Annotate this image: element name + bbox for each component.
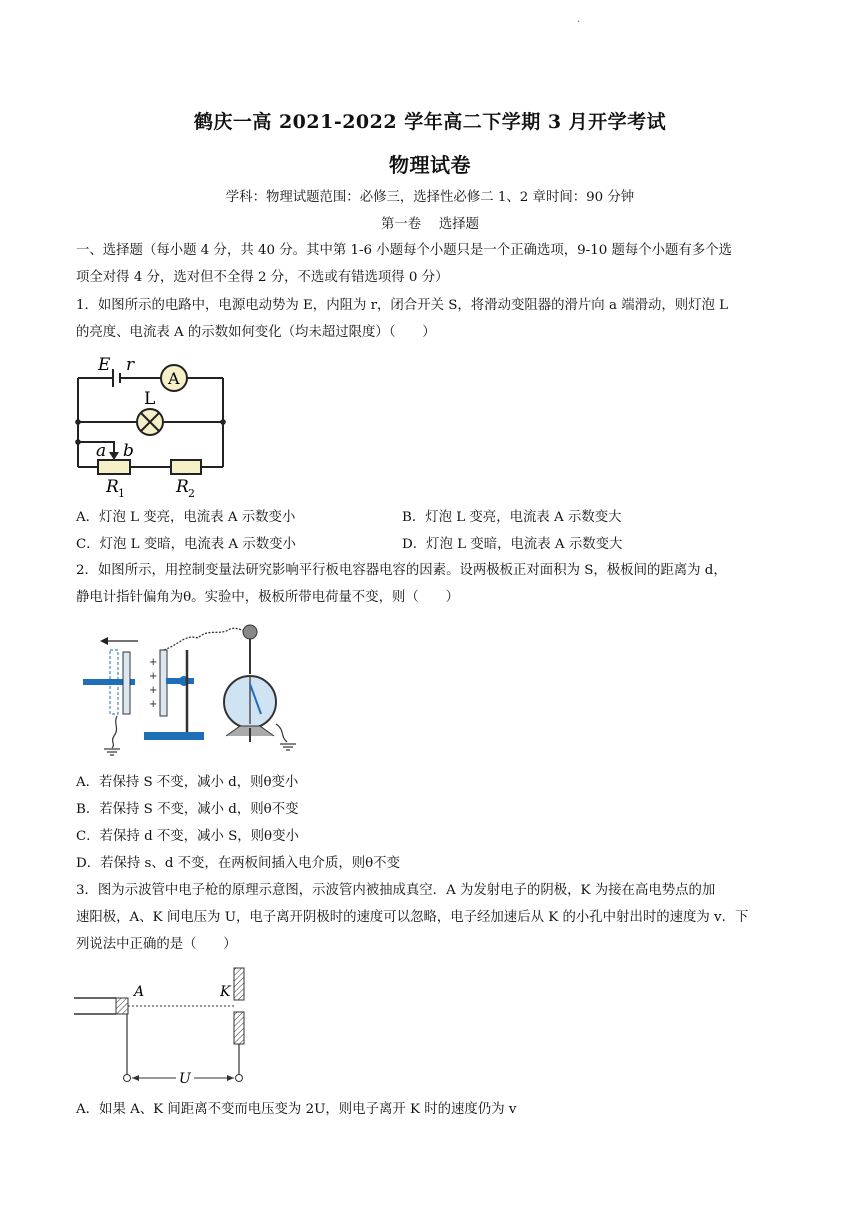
svg-text:+: + — [149, 685, 158, 696]
q2-option-d: D．若保持 s、d 不变，在两板间插入电介质，则θ不变 — [76, 856, 400, 871]
q1-option-c: C．灯泡 L 变暗，电流表 A 示数变小 — [76, 537, 296, 552]
svg-text:+: + — [149, 671, 158, 682]
exam-title: 鹤庆一高 2021-2022 学年高二下学期 3 月开学考试 — [193, 111, 667, 133]
label-ammeter: A — [168, 369, 180, 388]
label-cathode-A: A — [134, 984, 145, 1000]
exam-subtitle: 物理试卷 — [389, 153, 471, 177]
svg-text:+: + — [149, 699, 158, 710]
q2-option-a: A．若保持 S 不变，减小 d，则θ变小 — [76, 775, 299, 790]
q2-option-b: B．若保持 S 不变，减小 d，则θ不变 — [76, 802, 299, 817]
section-instructions-line-2: 项全对得 4 分，选对但不全得 2 分，不选或有错选项得 0 分） — [76, 270, 449, 285]
q3-stem-line-2: 速阳极，A、K 间电压为 U，电子离开阴极时的速度可以忽略，电子经加速后从 K 的小孔中射出时的速度为 v．下 — [76, 910, 749, 925]
label-lamp: L — [144, 389, 156, 409]
exam-info: 学科：物理试题范围：必修三，选择性必修二 1、2 章时间：90 分钟 — [225, 190, 635, 205]
label-R2: R — [176, 477, 189, 497]
label-a: a — [96, 441, 107, 461]
q2-capacitor-electroscope-diagram — [80, 624, 310, 764]
label-voltage-U: U — [179, 1071, 191, 1087]
top-mark: . — [577, 14, 581, 25]
svg-text:+: + — [149, 657, 158, 668]
label-E: E — [98, 355, 111, 375]
q1-option-a: A．灯泡 L 变亮，电流表 A 示数变小 — [76, 510, 296, 525]
q1-option-b: B．灯泡 L 变亮，电流表 A 示数变大 — [402, 510, 622, 525]
label-r: r — [126, 355, 135, 375]
label-anode-K: K — [220, 984, 231, 1000]
q3-stem-line-1: 3．图为示波管中电子枪的原理示意图，示波管内被抽成真空．A 为发射电子的阴极，K 为接在高电势点的加 — [76, 883, 716, 898]
q2-stem-line-1: 2．如图所示，用控制变量法研究影响平行板电容器电容的因素。设两极板正对面积为 S，极板间的距离为 d， — [76, 563, 727, 578]
q3-stem-line-3: 列说法中正确的是（ ） — [76, 937, 237, 952]
q1-circuit-diagram — [68, 352, 238, 502]
q2-stem-line-2: 静电计指针偏角为θ。实验中，极板所带电荷量不变，则（ ） — [76, 590, 459, 605]
q1-option-d: D．灯泡 L 变暗，电流表 A 示数变大 — [402, 537, 623, 552]
q2-option-c: C．若保持 d 不变，减小 S，则θ变小 — [76, 829, 299, 844]
label-R2-sub: 2 — [188, 487, 195, 500]
q3-option-a: A．如果 A、K 间距离不变而电压变为 2U，则电子离开 K 时的速度仍为 v — [76, 1102, 517, 1117]
q1-stem-line-1: 1．如图所示的电路中，电源电动势为 E，内阻为 r，闭合开关 S，将滑动变阻器的滑片向 a 端滑动，则灯泡 L — [76, 298, 729, 313]
q1-stem-line-2: 的亮度、电流表 A 的示数如何变化（均未超过限度）（ ） — [76, 325, 436, 340]
q3-electron-gun-diagram — [72, 962, 262, 1092]
label-R1-sub: 1 — [118, 487, 125, 500]
label-b: b — [123, 441, 134, 461]
label-R1: R — [106, 477, 119, 497]
section-instructions-line-1: 一、选择题（每小题 4 分，共 40 分。其中第 1-6 小题每个小题只是一个正确选项，9-10 题每个小题有多个选 — [76, 243, 733, 258]
volume-heading: 第一卷 选择题 — [381, 217, 479, 232]
